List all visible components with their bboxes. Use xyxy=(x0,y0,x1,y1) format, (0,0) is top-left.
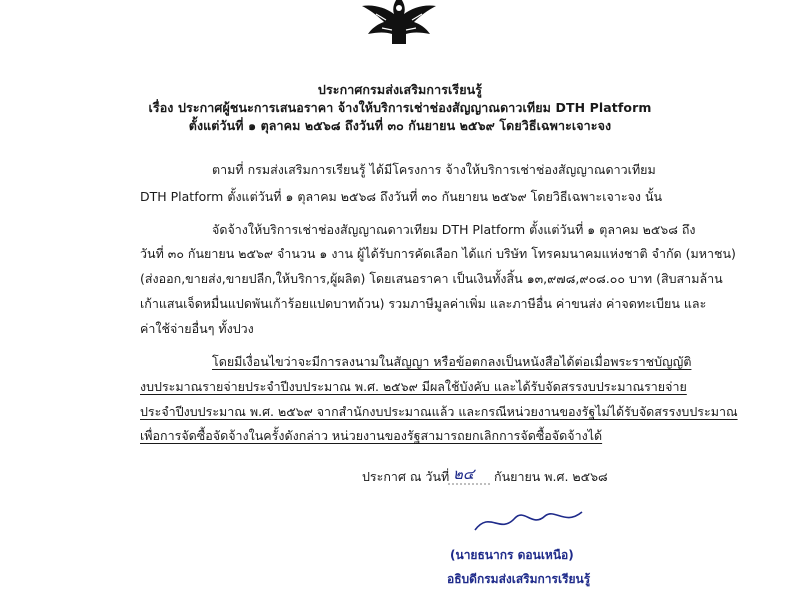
para3-line: ประจำปีงบประมาณ พ.ศ. ๒๕๖๙ จากสำนักงบประมาณแล้ว และกรณีหน่วยงานของรัฐไม่ได้รับจัดสรรงบประมาณ xyxy=(140,404,738,419)
para1-line: DTH Platform ตั้งแต่วันที่ ๑ ตุลาคม ๒๕๖๘ ถึงวันที่ ๓๐ กันยายน ๒๕๖๙ โดยวิธีเฉพาะเจาะจง นั้น xyxy=(140,189,663,204)
signatory-position: อธิบดีกรมส่งเสริมการเรียนรู้ xyxy=(447,572,591,586)
garuda-emblem-icon xyxy=(356,0,442,46)
announce-date-suffix: กันยายน พ.ศ. ๒๕๖๘ xyxy=(494,469,608,484)
para1-line: ตามที่ กรมส่งเสริมการเรียนรู้ ได้มีโครงการ จ้างให้บริการเช่าช่องสัญญาณดาวเทียม xyxy=(212,162,656,177)
para3-line: โดยมีเงื่อนไขว่าจะมีการลงนามในสัญญา หรือข้อตกลงเป็นหนังสือได้ต่อเมื่อพระราชบัญญัติ xyxy=(212,354,692,369)
announce-date-prefix: ประกาศ ณ วันที่ xyxy=(362,469,450,484)
para2-line: วันที่ ๓๐ กันยายน ๒๕๖๙ จำนวน ๑ งาน ผู้ได้รับการคัดเลือก ได้แก่ บริษัท โทรคมนาคมแห่งชาติ จำกัด (มหาชน) xyxy=(140,246,736,261)
signatory-name: (นายธนากร ดอนเหนือ) xyxy=(450,548,574,562)
signature-mark xyxy=(470,500,590,540)
announcement-period: ตั้งแต่วันที่ ๑ ตุลาคม ๒๕๖๘ ถึงวันที่ ๓๐ กันยายน ๒๕๖๙ โดยวิธีเฉพาะเจาะจง xyxy=(188,118,612,133)
announcement-subject: เรื่อง ประกาศผู้ชนะการเสนอราคา จ้างให้บริการเช่าช่องสัญญาณดาวเทียม DTH Platform xyxy=(148,100,652,115)
para2-line: เก้าแสนเจ็ดหมื่นแปดพันเก้าร้อยแปดบาทถ้วน) รวมภาษีมูลค่าเพิ่ม และภาษีอื่น ค่าขนส่ง ค่าจดทะเบียน และ xyxy=(140,296,707,311)
announcement-title: ประกาศกรมส่งเสริมการเรียนรู้ xyxy=(317,82,483,97)
para3-line: เพื่อการจัดซื้อจัดจ้างในครั้งดังกล่าว หน่วยงานของรัฐสามารถยกเลิกการจัดซื้อจัดจ้างได้ xyxy=(140,428,603,443)
para3-line: งบประมาณรายจ่ายประจำปีงบประมาณ พ.ศ. ๒๕๖๙ มีผลใช้บังคับ และได้รับจัดสรรงบประมาณรายจ่าย xyxy=(140,379,687,394)
announce-date-day: ๒๔ xyxy=(453,465,475,483)
para2-line: (ส่งออก,ขายส่ง,ขายปลีก,ให้บริการ,ผู้ผลิต) โดยเสนอราคา เป็นเงินทั้งสิ้น ๑๓,๙๗๘,๙๐๘.๐๐ บาท (สิบสามล้าน xyxy=(140,271,723,286)
para2-line: จัดจ้างให้บริการเช่าช่องสัญญาณดาวเทียม DTH Platform ตั้งแต่วันที่ ๑ ตุลาคม ๒๕๖๘ ถึง xyxy=(212,222,696,237)
para2-line: ค่าใช้จ่ายอื่นๆ ทั้งปวง xyxy=(140,321,254,336)
